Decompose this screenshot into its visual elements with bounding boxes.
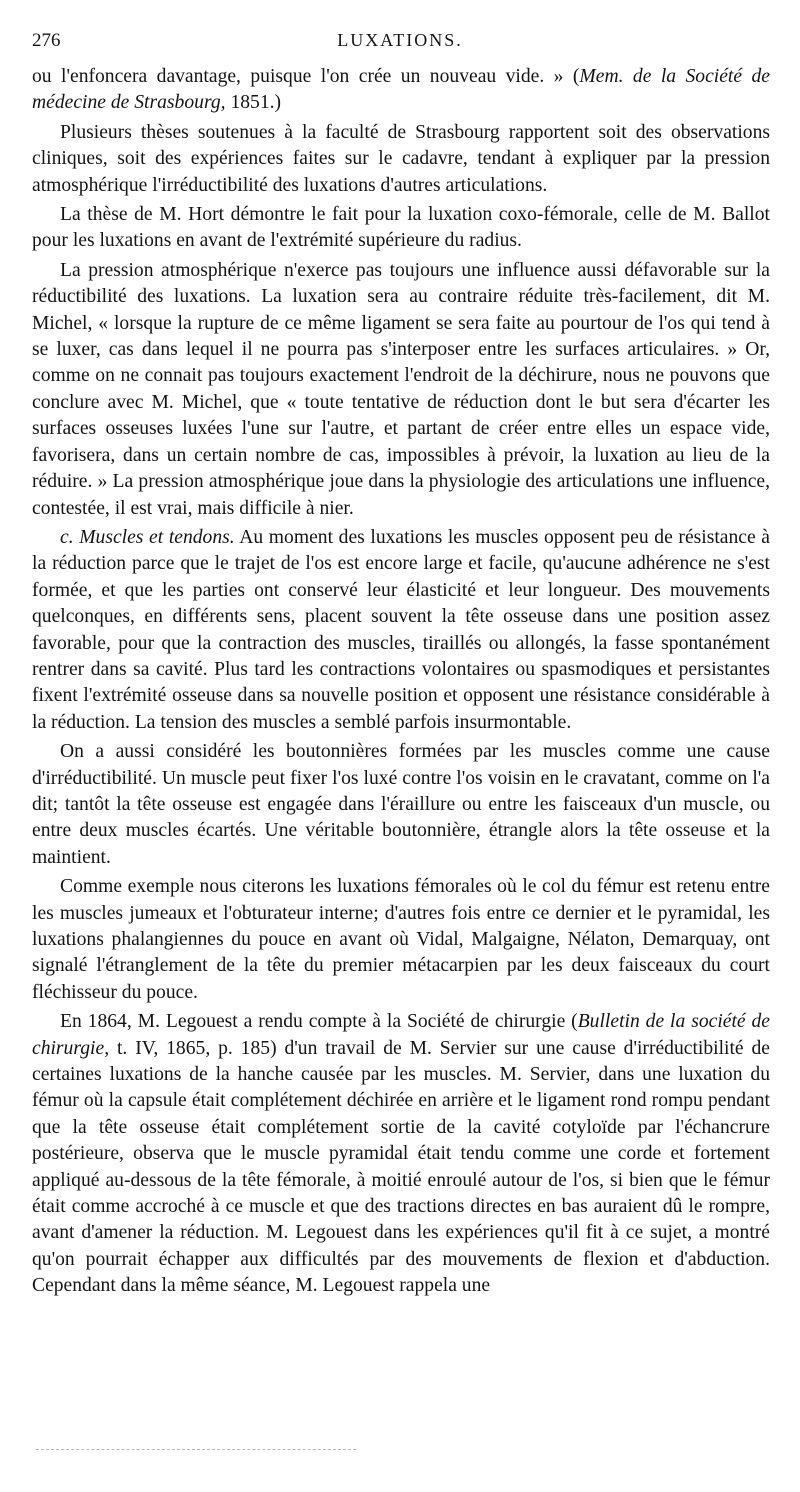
paragraph <box>32 64 770 117</box>
paragraph <box>32 1009 770 1299</box>
page-number: 276 <box>32 30 61 51</box>
text-run: La thèse de M. Hort démontre le fait pour la luxation coxo-fémorale, celle de M. Ballot pour les luxations en avant de l'extrémité supérieure du radius. <box>32 204 770 252</box>
paragraph <box>32 525 770 736</box>
paragraph <box>32 258 770 522</box>
paragraph <box>32 874 770 1006</box>
text-run: Plusieurs thèses soutenues à la faculté de Strasbourg rapportent soit des observations cliniques, soit des expériences faites sur le cadavre, tendant à expliquer par la pression atmosphérique l'irréductibilité des luxations d'autres articulations. <box>32 121 770 196</box>
text-run: ou l'enfoncera davantage, puisque l'on crée un nouveau vide. » ( <box>32 66 580 87</box>
body-text <box>32 64 770 1303</box>
text-run: Comme exemple nous citerons les luxations fémorales où le col du fémur est retenu entre les muscles jumeaux et l'obturateur interne; d'autres fois entre ce dernier et le pyramidal, les luxations phalangiennes du pouce en avant où Vidal, Malgaigne, Nélaton, Demarquay, ont signalé l'étranglement de la tête du premier métacarpien par les deux faisceaux du court fléchisseur du pouce. <box>32 876 770 1003</box>
text-run: 1851.) <box>225 92 282 114</box>
italic-text: Mem. de la Société de médecine de Strasbourg, <box>32 66 770 114</box>
italic-text: c. Muscles et tendons. <box>60 526 235 548</box>
paragraph <box>32 202 770 255</box>
paragraph <box>32 739 770 871</box>
italic-text: Bulletin de la société de chirurgie, <box>32 1011 770 1059</box>
paragraph <box>32 120 770 199</box>
text-run: En 1864, M. Legouest a rendu compte à la Société de chirurgie ( <box>60 1011 578 1033</box>
text-run: La pression atmosphérique n'exerce pas toujours une influence aussi défavorable sur la réductibilité des luxations. La luxation sera au contraire réduite très-facilement, dit M. Michel, « lorsque la rupture de ce même ligament se sera faite au pourtour de l'os qui tend à se luxer, cas dans lequel il ne pourra pas s'interposer entre les surfaces articulaires. » Or, comme on ne connait pas toujours exactement l'endroit de la déchirure, nous ne pouvons que conclure avec M. Michel, que « toute tentative de réduction dont le but sera d'écarter les surfaces osseuses luxées l'une sur l'autre, et partant de créer entre elles un espace vide, favorisera, dans un certain nombre de cas, impossibles à prévoir, la luxation au lieu de la réduire. » La pression atmosphérique joue dans la physiologie des articulations une influence, contestée, il est vrai, mais difficile à nier. <box>32 259 770 519</box>
running-title: LUXATIONS. <box>337 30 463 50</box>
page-header <box>32 30 768 58</box>
footer-rule <box>36 1449 356 1450</box>
text-run: On a aussi considéré les boutonnières formées par les muscles comme une cause d'irréductibilité. Un muscle peut fixer l'os luxé contre l'os voisin en le cravatant, comme on l'a dit; tantôt la tête osseuse est engagée dans l'éraillure ou entre les faisceaux d'un muscle, ou entre deux muscles écartés. Une véritable boutonnière, étrangle alors la tête osseuse et la maintient. <box>32 741 770 868</box>
text-run: Au moment des luxations les muscles opposent peu de résistance à la réduction parce que le trajet de l'os est encore large et facile, qu'aucune adhérence ne s'est formée, et que les parties ont conservé leur élasticité et leur longueur. Des mouvements quelconques, en différents sens, placent souvent la tête osseuse dans une position assez favorable, pour que la contraction des muscles, tiraillés ou allongés, la fasse spontanément rentrer dans sa cavité. Plus tard les contractions volontaires ou spasmodiques et persistantes fixent l'extrémité osseuse dans sa nouvelle position et opposent une résistance considérable à la réduction. La tension des muscles a semblé parfois insurmontable. <box>32 526 770 733</box>
text-run: t. IV, 1865, p. 185) d'un travail de M. Servier sur une cause d'irréductibilité de certaines luxations de la hanche causée par les muscles. M. Servier, dans une luxation du fémur où la capsule était complétement déchirée en arrière et le ligament rond rompu pendant que la tête osseuse était complétement sortie de la cavité cotyloïde par l'échancrure postérieure, observa que le muscle pyramidal était tendu comme une corde et fortement appliqué au-dessous de la tête fémorale, à moitié enroulé autour de l'os, si bien que le fémur était comme accroché à ce muscle et que des tractions directes en bas auraient dû le rompre, avant d'amener la réduction. M. Legouest dans les expériences qu'il fit à ce sujet, a montré qu'on pourrait échapper aux difficultés par des mouvements de flexion et d'abduction. Cependant dans la même séance, M. Legouest rappela une <box>32 1037 770 1297</box>
